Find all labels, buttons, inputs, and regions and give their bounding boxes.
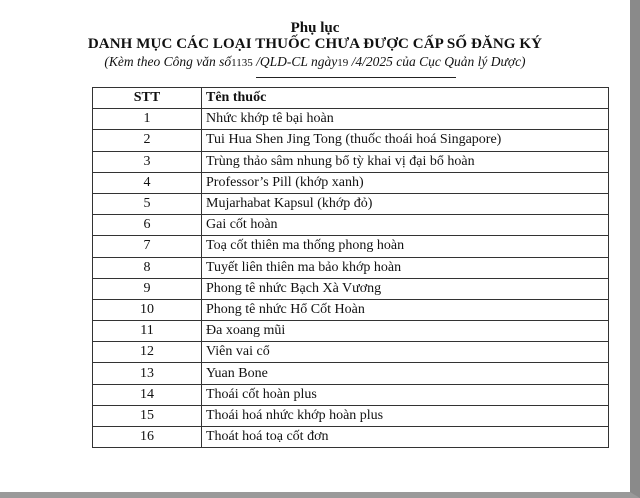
row-medicine-name: Tui Hua Shen Jing Tong (thuốc thoái hoá Singapore) — [202, 130, 609, 151]
row-medicine-name: Thoái cốt hoàn plus — [202, 384, 609, 405]
row-stt: 14 — [93, 384, 202, 405]
row-medicine-name: Gai cốt hoàn — [202, 215, 609, 236]
row-stt: 16 — [93, 427, 202, 448]
table-row — [93, 193, 609, 214]
row-stt: 4 — [93, 172, 202, 193]
row-stt: 7 — [93, 236, 202, 257]
row-stt: 9 — [93, 278, 202, 299]
table-row — [93, 278, 609, 299]
row-stt: 15 — [93, 405, 202, 426]
row-medicine-name: Viên vai cổ — [202, 342, 609, 363]
row-stt: 2 — [93, 130, 202, 151]
row-stt: 1 — [93, 109, 202, 130]
row-stt: 8 — [93, 257, 202, 278]
row-medicine-name: Yuan Bone — [202, 363, 609, 384]
row-medicine-name: Mujarhabat Kapsul (khớp đỏ) — [202, 193, 609, 214]
reference-prefix: (Kèm theo Công văn số — [104, 54, 232, 69]
row-stt: 3 — [93, 151, 202, 172]
row-medicine-name: Đa xoang mũi — [202, 321, 609, 342]
row-medicine-name: Thoái hoá nhức khớp hoàn plus — [202, 405, 609, 426]
row-stt: 5 — [93, 193, 202, 214]
table-row — [93, 151, 609, 172]
table-row — [93, 405, 609, 426]
medicine-table — [92, 87, 609, 448]
table-row — [93, 215, 609, 236]
row-medicine-name: Tuyết liên thiên ma bảo khớp hoàn — [202, 257, 609, 278]
table-row — [93, 321, 609, 342]
table-row — [93, 363, 609, 384]
row-medicine-name: Trùng thảo sâm nhung bổ tỳ khai vị đại bổ hoàn — [202, 151, 609, 172]
table-row — [93, 299, 609, 320]
table-body — [93, 109, 609, 448]
table-row — [93, 109, 609, 130]
appendix-subtitle: DANH MỤC CÁC LOẠI THUỐC CHƯA ĐƯỢC CẤP SỐ ĐĂNG KÝ — [87, 36, 543, 52]
table-row — [93, 384, 609, 405]
row-medicine-name: Toạ cốt thiên ma thống phong hoàn — [202, 236, 609, 257]
table-row — [93, 172, 609, 193]
appendix-reference — [0, 54, 630, 70]
table-row — [93, 427, 609, 448]
row-medicine-name: Phong tê nhức Bạch Xà Vương — [202, 278, 609, 299]
table-row — [93, 257, 609, 278]
table-row — [93, 342, 609, 363]
reference-middle: /QLD-CL ngày — [256, 54, 338, 69]
row-stt: 6 — [93, 215, 202, 236]
row-medicine-name: Nhức khớp tê bại hoàn — [202, 109, 609, 130]
row-stt: 13 — [93, 363, 202, 384]
reference-suffix: /4/2025 của Cục Quản lý Dược) — [351, 54, 526, 69]
table-row — [93, 236, 609, 257]
row-stt: 11 — [93, 321, 202, 342]
appendix-title: Phụ lục — [290, 20, 340, 36]
table-header-row — [93, 88, 609, 109]
table-row — [93, 130, 609, 151]
header-underline — [256, 77, 456, 78]
reference-day: 19 — [337, 57, 349, 69]
row-medicine-name: Professor’s Pill (khớp xanh) — [202, 172, 609, 193]
header-stt: STT — [93, 88, 202, 109]
row-stt: 12 — [93, 342, 202, 363]
reference-number: 1135 — [231, 57, 253, 69]
row-medicine-name: Thoát hoá toạ cốt đơn — [202, 427, 609, 448]
row-stt: 10 — [93, 299, 202, 320]
row-medicine-name: Phong tê nhức Hổ Cốt Hoàn — [202, 299, 609, 320]
header-name: Tên thuốc — [202, 88, 609, 109]
